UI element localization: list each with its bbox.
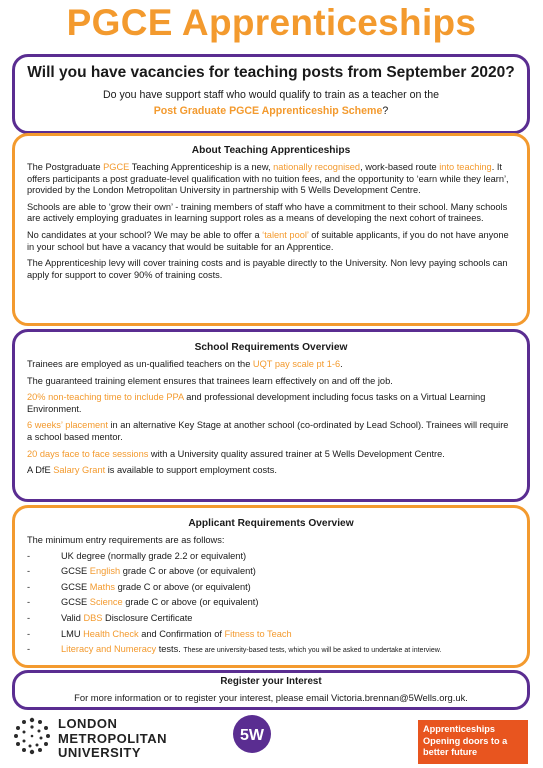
school-paragraph-5: 20 days face to face sessions with a University quality assured trainer at 5 Wells Development Centre. bbox=[27, 448, 445, 459]
scheme-name: Post Graduate PGCE Apprenticeship Scheme bbox=[153, 105, 383, 117]
apprenticeships-badge: Apprenticeships Opening doors to a better future bbox=[418, 720, 528, 764]
school-paragraph-2: The guaranteed training element ensures that trainees learn effectively on and off the job. bbox=[27, 375, 393, 386]
applicant-intro: The minimum entry requirements are as follows: bbox=[27, 535, 225, 545]
lmu-dots-icon bbox=[14, 716, 50, 762]
list-item: - GCSE Maths grade C or above (or equivalent) bbox=[27, 581, 251, 592]
register-box bbox=[12, 670, 530, 710]
list-item: - GCSE Science grade C or above (or equivalent) bbox=[27, 597, 259, 608]
vacancy-box bbox=[12, 54, 530, 134]
lmu-logo bbox=[14, 716, 214, 764]
applicant-box bbox=[12, 505, 530, 668]
vacancy-intro bbox=[15, 87, 527, 119]
school-title: School Requirements Overview bbox=[194, 342, 348, 353]
register-text: For more information or to register your interest, please email Victoria.brennan@5Wells.org.uk. bbox=[74, 692, 468, 703]
school-paragraph-6: A DfE Salary Grant is available to support employment costs. bbox=[27, 465, 277, 476]
five-wells-logo bbox=[232, 714, 272, 754]
footer bbox=[0, 712, 543, 768]
school-paragraph-3: 20% non-teaching time to include PPA and professional development including focus tasks on a Virtual Learning Environment. bbox=[27, 392, 486, 414]
vacancy-heading: Will you have vacancies for teaching posts from September 2020? bbox=[27, 64, 515, 81]
svg-text:5W: 5W bbox=[240, 727, 264, 744]
about-paragraph-3: No candidates at your school? We may be able to offer a ‘talent pool’ of suitable applicants, if you do not have anyone in your school but have a vacancy that would be suitable for an Apprentice. bbox=[27, 229, 509, 252]
vacancy-line1: Do you have support staff who would qualify to train as a teacher on the bbox=[102, 89, 440, 101]
register-title: Register your Interest bbox=[220, 676, 322, 687]
lmu-wordmark: LONDON METROPOLITAN UNIVERSITY bbox=[58, 716, 168, 760]
vacancy-qmark: ? bbox=[382, 105, 389, 117]
school-paragraph-1: Trainees are employed as un-qualified teachers on the UQT pay scale pt 1-6. bbox=[27, 359, 343, 369]
about-paragraph-2: Schools are able to ‘grow their own’ - training members of staff who have a commitment to their school. Many schools are actively employing graduates in learning support roles as a means of developing the next cohort of trainees. bbox=[27, 201, 508, 224]
list-item: - Literacy and Numeracy tests. These are university-based tests, which you will be asked to undertake at interview. bbox=[27, 644, 442, 655]
applicant-title: Applicant Requirements Overview bbox=[188, 518, 354, 529]
list-item: - LMU Health Check and Confirmation of Fitness to Teach bbox=[27, 628, 292, 639]
page-title: PGCE Apprenticeships bbox=[66, 2, 477, 43]
about-box bbox=[12, 133, 530, 326]
requirements-list bbox=[15, 549, 527, 659]
list-item: - UK degree (normally grade 2.2 or equivalent) bbox=[27, 550, 247, 561]
school-paragraph-4: 6 weeks’ placement in an alternative Key Stage at another school (co-ordinated by Lead School). Trainees will require a school based mentor. bbox=[27, 420, 509, 442]
list-item: - Valid DBS Disclosure Certificate bbox=[27, 612, 193, 623]
about-paragraph-4: The Apprenticeship levy will cover training costs and is payable directly to the University. Non levy paying schools can apply for support to cover 90% of training costs. bbox=[27, 258, 508, 280]
list-item: - GCSE English grade C or above (or equivalent) bbox=[27, 566, 256, 577]
about-title: About Teaching Apprenticeships bbox=[191, 145, 351, 156]
school-box bbox=[12, 329, 530, 502]
about-paragraph-1: The Postgraduate PGCE Teaching Apprenticeship is a new, nationally recognised, work-based route into teaching. It offers participants a post graduate-level qualification with no tuition fees, and the opportunity to ‘earn while they learn’, provided by the London Metropolitan University in partnership with 5 Wells Development Centre. bbox=[27, 162, 509, 196]
